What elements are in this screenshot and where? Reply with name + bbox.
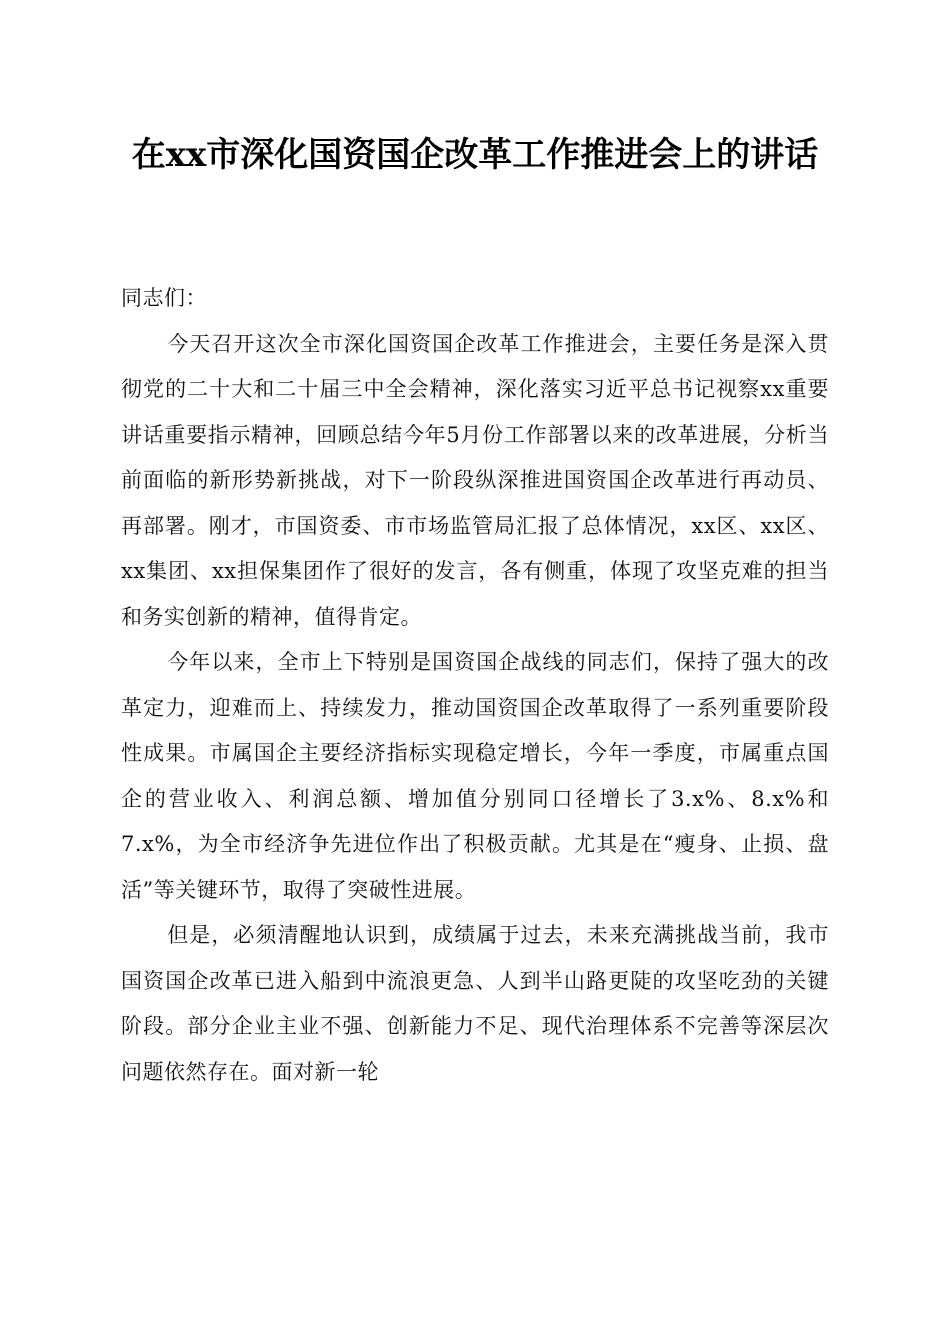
salutation: 同志们：	[121, 286, 207, 310]
document-body	[121, 276, 829, 1095]
document-title: 在xx市深化国资国企改革工作推进会上的讲话	[131, 135, 819, 175]
paragraph-3: 但是，必须清醒地认识到，成绩属于过去，未来充满挑战当前，我市国资国企改革已进入船到中流浪更急、人到半山路更陡的攻坚吃劲的关键阶段。部分企业主业不强、创新能力不足、现代治理体系不完善等深层次问题依然存在。面对新一轮	[121, 923, 829, 1084]
paragraph-2: 今年以来，全市上下特别是国资国企战线的同志们，保持了强大的改革定力，迎难而上、持续发力，推动国资国企改革取得了一系列重要阶段性成果。市属国企主要经济指标实现稳定增长，今年一季度，市属重点国企的营业收入、利润总额、增加值分别同口径增长了3.x%、8.x%和7.x%，为全市经济争先进位作出了积极贡献。尤其是在“瘦身、止损、盘活”等关键环节，取得了突破性进展。	[121, 650, 829, 902]
paragraph-1: 今天召开这次全市深化国资国企改革工作推进会，主要任务是深入贯彻党的二十大和二十届三中全会精神，深化落实习近平总书记视察xx重要讲话重要指示精神，回顾总结今年5月份工作部署以来的改革进展，分析当前面临的新形势新挑战，对下一阶段纵深推进国资国企改革进行再动员、再部署。刚才，市国资委、市市场监管局汇报了总体情况，xx区、xx区、xx集团、xx担保集团作了很好的发言，各有侧重，体现了攻坚克难的担当和务实创新的精神，值得肯定。	[121, 331, 829, 629]
